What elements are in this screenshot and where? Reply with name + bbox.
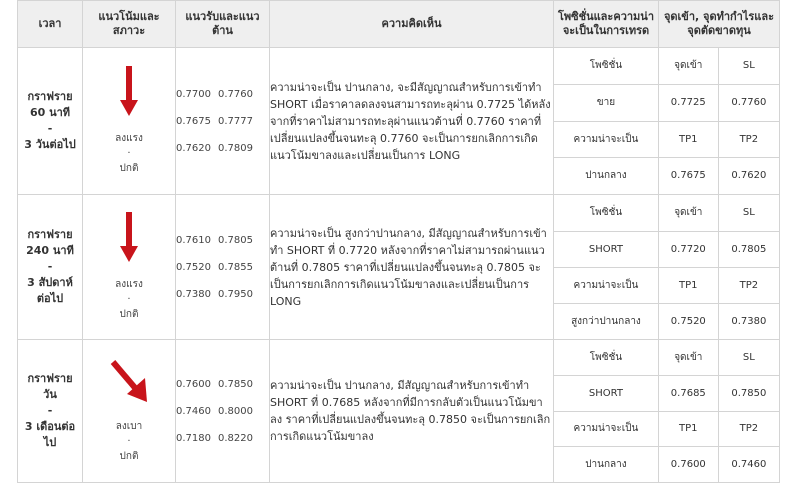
trade-label: TP2 — [718, 267, 779, 303]
level-pair — [176, 135, 269, 162]
trend-cell — [83, 48, 176, 195]
trade-label: TP1 — [658, 267, 718, 303]
trade-cell — [554, 48, 780, 195]
level-pair — [176, 425, 269, 452]
level-pair — [176, 227, 269, 254]
header-position: โพซิชั่นและความน่าจะเป็นในการเทรด — [554, 1, 659, 48]
level-pair — [176, 398, 269, 425]
trade-entry: 0.7725 — [658, 84, 718, 121]
arrow-down-icon — [120, 66, 138, 116]
trend-label: ลงแรง — [115, 133, 143, 144]
trade-label: ความน่าจะเป็น — [554, 267, 658, 303]
table-row — [18, 48, 780, 195]
header-trend: แนวโน้มและสภาวะ — [83, 1, 176, 48]
trade-entry: 0.7720 — [658, 231, 718, 267]
trade-sl: 0.7805 — [718, 231, 779, 267]
timeframe-cell — [18, 48, 83, 195]
trade-sl: 0.7760 — [718, 84, 779, 121]
trade-subtable — [554, 195, 779, 339]
trade-probability: ปานกลาง — [554, 446, 658, 482]
trade-label: จุดเข้า — [658, 195, 718, 231]
levels-cell — [176, 340, 270, 483]
levels-cell — [176, 195, 270, 340]
trade-tp1: 0.7520 — [658, 303, 718, 339]
header-entry: จุดเข้า, จุดทำกำไรและจุดตัดขาดทุน — [659, 1, 780, 48]
trade-label: TP1 — [658, 411, 718, 446]
timeframe-line: - — [47, 260, 53, 273]
support-level: 0.7520 — [176, 261, 211, 273]
trend-state: ปกติ — [119, 451, 139, 462]
header-row — [18, 1, 780, 48]
support-level: 0.7675 — [176, 115, 211, 127]
timeframe-cell — [18, 340, 83, 483]
timeframe-line: วัน — [43, 388, 57, 401]
trade-label: SL — [718, 195, 779, 231]
trade-label: TP2 — [718, 121, 779, 157]
trade-label: จุดเข้า — [658, 340, 718, 375]
support-level: 0.7620 — [176, 142, 211, 154]
timeframe-line: - — [47, 122, 53, 135]
trade-position: ขาย — [554, 84, 658, 121]
trend-dot: · — [127, 294, 131, 305]
table-row — [18, 340, 780, 483]
resistance-level: 0.7777 — [218, 115, 253, 127]
timeframe-line: กราฟราย — [27, 228, 73, 241]
resistance-level: 0.7809 — [218, 142, 253, 154]
trade-label: โพซิชั่น — [554, 195, 658, 231]
timeframe-line: 3 สัปดาห์ — [27, 276, 73, 289]
timeframe-line: 3 เดือนต่อ — [24, 420, 76, 433]
table-row — [18, 195, 780, 340]
support-level: 0.7380 — [176, 288, 211, 300]
levels-cell — [176, 48, 270, 195]
trade-label: ความน่าจะเป็น — [554, 411, 658, 446]
header-comment: ความคิดเห็น — [270, 1, 554, 48]
trade-label: TP1 — [658, 121, 718, 157]
trend-label: ลงเบา — [115, 421, 143, 432]
header-time: เวลา — [18, 1, 83, 48]
timeframe-cell — [18, 195, 83, 340]
trend-dot: · — [127, 436, 131, 447]
trade-label: โพซิชั่น — [554, 48, 658, 84]
timeframe-line: 3 วันต่อไป — [24, 138, 76, 151]
trend-cell — [83, 340, 176, 483]
trade-tp2: 0.7380 — [718, 303, 779, 339]
trade-label: จุดเข้า — [658, 48, 718, 84]
trend-cell — [83, 195, 176, 340]
trade-entry: 0.7685 — [658, 375, 718, 411]
trend-state: ปกติ — [119, 309, 139, 320]
level-pair — [176, 371, 269, 398]
trade-label: TP2 — [718, 411, 779, 446]
trade-tp2: 0.7620 — [718, 157, 779, 194]
trade-label: SL — [718, 48, 779, 84]
trend-label: ลงแรง — [115, 279, 143, 290]
timeframe-line: - — [47, 404, 53, 417]
timeframe-line: ต่อไป — [36, 292, 64, 305]
timeframe-line: กราฟราย — [27, 372, 73, 385]
resistance-level: 0.7855 — [218, 261, 253, 273]
support-level: 0.7610 — [176, 234, 211, 246]
timeframe-line: ไป — [43, 436, 57, 449]
trade-position: SHORT — [554, 231, 658, 267]
trade-probability: ปานกลาง — [554, 157, 658, 194]
trade-tp1: 0.7600 — [658, 446, 718, 482]
trade-label: ความน่าจะเป็น — [554, 121, 658, 157]
level-pair — [176, 81, 269, 108]
level-pair — [176, 108, 269, 135]
trade-probability: สูงกว่าปานกลาง — [554, 303, 658, 339]
trade-sl: 0.7850 — [718, 375, 779, 411]
comment-cell: ความน่าจะเป็น ปานกลาง, จะมีสัญญาณสำหรับการเข้าทำ SHORT เมื่อราคาลดลงจนสามารถทะลุผ่าน 0.7725 ได้หลังจากที่ราคาไม่สามารถทะลุผ่านแนวต้านที่ 0.7760 ราคาที่เปลี่ยนแปลงขึ้นจนทะลุ 0.7760 จะเป็นการยกเลิกการเกิดแนวโน้มขาลงและเปลี่ยนเป็นการ LONG — [270, 48, 554, 195]
resistance-level: 0.8000 — [218, 405, 253, 417]
resistance-level: 0.8220 — [218, 432, 253, 444]
support-level: 0.7460 — [176, 405, 211, 417]
level-pair — [176, 254, 269, 281]
comment-cell: ความน่าจะเป็น ปานกลาง, มีสัญญาณสำหรับการเข้าทำ SHORT ที่ 0.7685 หลังจากที่มีการกลับตัวเป็นแนวโน้มขาลง ราคาที่เปลี่ยนแปลงขึ้นจนทะลุ 0.7850 จะเป็นการยกเลิกการเกิดแนวโน้มขาลง — [270, 340, 554, 483]
arrow-down-right-icon — [109, 358, 149, 404]
trade-tp1: 0.7675 — [658, 157, 718, 194]
level-pair — [176, 281, 269, 308]
trade-subtable — [554, 340, 779, 482]
trade-label: SL — [718, 340, 779, 375]
header-levels: แนวรับและแนวต้าน — [176, 1, 270, 48]
forecast-table — [17, 0, 780, 483]
support-level: 0.7700 — [176, 88, 211, 100]
comment-cell: ความน่าจะเป็น สูงกว่าปานกลาง, มีสัญญาณสำหรับการเข้าทำ SHORT ที่ 0.7720 หลังจากที่ราคาไม่สามารถผ่านแนวต้านที่ 0.7805 ราคาที่เปลี่ยนแปลงขึ้นจนทะลุ 0.7805 จะเป็นการยกเลิกการเกิดแนวโน้มขาลงและเปลี่ยนเป็นการ LONG — [270, 195, 554, 340]
timeframe-line: กราฟราย — [27, 90, 73, 103]
trade-label: โพซิชั่น — [554, 340, 658, 375]
support-level: 0.7600 — [176, 378, 211, 390]
trend-state: ปกติ — [119, 163, 139, 174]
resistance-level: 0.7805 — [218, 234, 253, 246]
support-level: 0.7180 — [176, 432, 211, 444]
resistance-level: 0.7850 — [218, 378, 253, 390]
resistance-level: 0.7950 — [218, 288, 253, 300]
trade-cell — [554, 340, 780, 483]
trade-subtable — [554, 48, 779, 194]
arrow-down-icon — [120, 212, 138, 262]
trend-dot: · — [127, 148, 131, 159]
timeframe-line: 60 นาที — [29, 106, 71, 119]
timeframe-line: 240 นาที — [26, 244, 74, 257]
trade-cell — [554, 195, 780, 340]
trade-position: SHORT — [554, 375, 658, 411]
resistance-level: 0.7760 — [218, 88, 253, 100]
trade-tp2: 0.7460 — [718, 446, 779, 482]
